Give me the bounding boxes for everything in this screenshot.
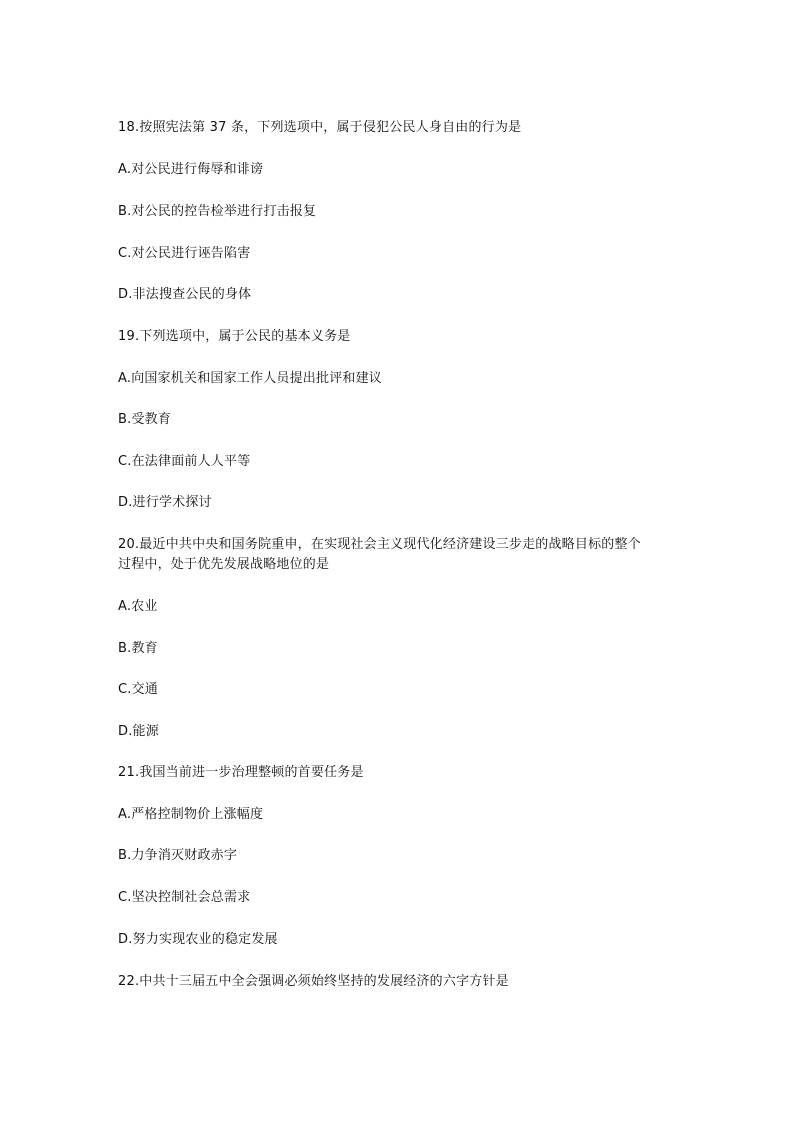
question-20-option-a: A.农业	[118, 599, 158, 614]
question-20-stem-line-1: 20.最近中共中央和国务院重申，在实现社会主义现代化经济建设三步走的战略目标的整个	[118, 537, 641, 552]
question-21-option-b: B.力争消灭财政赤字	[118, 848, 238, 863]
question-18-option-d: D.非法搜查公民的身体	[118, 287, 252, 302]
question-19-option-a: A.向国家机关和国家工作人员提出批评和建议	[118, 371, 382, 386]
question-18-option-c: C.对公民进行诬告陷害	[118, 246, 251, 261]
question-20-option-c: C.交通	[118, 682, 159, 697]
question-18-option-b: B.对公民的控告检举进行打击报复	[118, 204, 317, 219]
question-19-stem: 19.下列选项中，属于公民的基本义务是	[118, 329, 351, 344]
question-21-option-d: D.努力实现农业的稳定发展	[118, 932, 278, 947]
question-19-option-d: D.进行学术探讨	[118, 495, 212, 510]
question-20-option-b: B.教育	[118, 641, 158, 656]
question-19-option-c: C.在法律面前人人平等	[118, 454, 251, 469]
question-21-option-c: C.坚决控制社会总需求	[118, 890, 251, 905]
question-20-stem-line-2: 过程中，处于优先发展战略地位的是	[118, 557, 330, 572]
question-21-option-a: A.严格控制物价上涨幅度	[118, 807, 264, 822]
question-20-option-d: D.能源	[118, 724, 159, 739]
question-22-stem: 22.中共十三届五中全会强调必须始终坚持的发展经济的六字方针是	[118, 974, 509, 989]
question-19-option-b: B.受教育	[118, 412, 172, 427]
question-18-stem: 18.按照宪法第 37 条，下列选项中，属于侵犯公民人身自由的行为是	[118, 120, 522, 135]
question-21-stem: 21.我国当前进一步治理整顿的首要任务是	[118, 765, 364, 780]
question-18-option-a: A.对公民进行侮辱和诽谤	[118, 162, 264, 177]
